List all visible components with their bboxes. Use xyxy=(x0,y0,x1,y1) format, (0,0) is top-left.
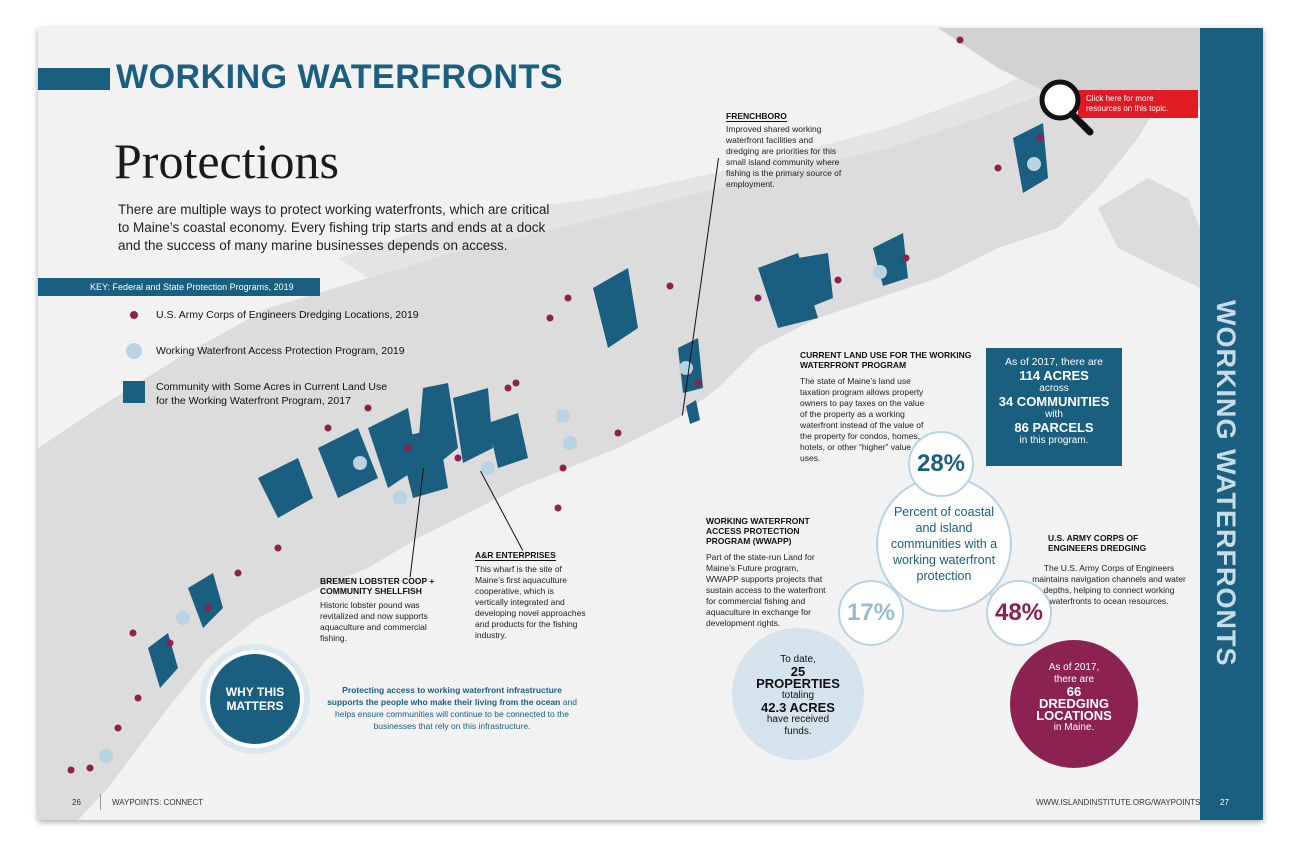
bremen-title: BREMEN LOBSTER COOP + COMMUNITY SHELLFISH xyxy=(320,576,435,596)
dredge-l4: DREDGING xyxy=(1038,696,1110,711)
intro-paragraph: There are multiple ways to protect working waterfronts, which are critical to Maine’s coastal economy. Every fishing trip starts and ends at a dock and the success of many marine businesses depends on access. xyxy=(118,202,550,253)
key-title: KEY: Federal and State Protection Programs, 2019 xyxy=(38,278,320,296)
dredging-stat-circle xyxy=(1010,640,1138,768)
section-label: WAYPOINTS: CONNECT xyxy=(112,798,204,807)
stat-parcels: 86 PARCELS xyxy=(1014,420,1094,435)
bremen-body: Historic lobster pound was revitalized and now supports aquaculture and commercial fishing. xyxy=(320,600,428,643)
dredge-l2: there are xyxy=(1053,674,1095,685)
page-number-right: 27 xyxy=(1220,798,1229,807)
wwapp-l1: To date, xyxy=(780,654,816,665)
why-bold-text: Protecting access to working waterfront infrastructure supports the people who make their living from the ocean xyxy=(327,685,562,707)
frenchboro-body: Improved shared working waterfront facilities and dredging are priorities for this small island community where fishing is the primary source of employment. xyxy=(726,124,842,189)
ar-title: A&R ENTERPRISES xyxy=(475,550,556,560)
stat-communities: 34 COMMUNITIES xyxy=(998,394,1110,409)
pct-17: 17% xyxy=(846,599,896,626)
magazine-spread xyxy=(38,28,1263,820)
why-badge-label: WHY THIS MATTERS xyxy=(225,685,285,713)
stat-line-3: across xyxy=(1039,383,1069,394)
dredge-l5: LOCATIONS xyxy=(1036,708,1112,723)
wwapp-properties: PROPERTIES xyxy=(756,676,840,691)
wwapp-body: Part of the state-run Land for Maine’s Future program, WWAPP supports projects that sustain access to the waterfront for commercial fishing and aquaculture in exchange for development rights. xyxy=(706,552,826,628)
pct-48: 48% xyxy=(994,599,1044,626)
wwapp-l7: funds. xyxy=(784,726,812,737)
dredge-count: 66 xyxy=(1066,684,1082,699)
stat-acres: 114 ACRES xyxy=(1019,368,1089,383)
page-number-left: 26 xyxy=(72,798,81,807)
section-heading: Protections xyxy=(114,133,339,189)
land-use-title: CURRENT LAND USE FOR THE WORKING WATERFRONT PROGRAM xyxy=(800,350,972,370)
wwapp-l6: have received xyxy=(766,714,830,725)
dredge-l1: As of 2017, xyxy=(1048,662,1100,673)
key-item-wwapp: Working Waterfront Access Protection Program, 2019 xyxy=(156,345,405,357)
magnifier-icon[interactable] xyxy=(1036,78,1096,138)
stat-line-5: with xyxy=(1045,409,1063,420)
stat-line-7: in this program. xyxy=(1019,435,1089,446)
pct-17-circle xyxy=(838,580,904,646)
frenchboro-title: FRENCHBORO xyxy=(726,111,787,121)
wwapp-stat-circle xyxy=(732,628,864,760)
usace-title: U.S. ARMY CORPS OF ENGINEERS DREDGING xyxy=(1048,533,1147,553)
wwapp-count: 25 xyxy=(790,664,806,679)
sidebar-vertical-title: WORKING WATERFRONTS xyxy=(1211,300,1241,667)
wwapp-l4: totaling xyxy=(781,690,815,701)
key-item-land-use: Community with Some Acres in Current Land Use for the Working Waterfront Program, 2017 xyxy=(156,381,388,407)
footer-url[interactable]: WWW.ISLANDINSTITUTE.ORG/WAYPOINTS xyxy=(1036,798,1201,807)
page-title: WORKING WATERFRONTS xyxy=(116,58,564,96)
resources-link-button[interactable]: Click here for more resources on this topic. xyxy=(1078,90,1198,118)
land-use-body: The state of Maine’s land use taxation program allows property owners to pay taxes on the value of the property as a working waterfront instead of the value of the property for condos, homes, hotels, or other “higher” value uses. xyxy=(800,376,925,463)
wwapp-acres: 42.3 ACRES xyxy=(761,700,835,715)
dredge-l6: in Maine. xyxy=(1053,722,1095,733)
pct-28: 28% xyxy=(916,450,966,477)
key-item-dredging: U.S. Army Corps of Engineers Dredging Locations, 2019 xyxy=(156,309,419,321)
usace-body: The U.S. Army Corps of Engineers maintains navigation channels and water depths, helping to connect working waterfronts to ocean resources. xyxy=(1032,563,1186,606)
center-label: Percent of coastal and island communities with a working waterfront protection xyxy=(890,505,998,583)
ar-body: This wharf is the site of Maine’s first aquaculture cooperative, which is vertically integrated and developing novel approaches and products for the fishing industry. xyxy=(475,564,586,640)
stat-line-1: As of 2017, there are xyxy=(1004,356,1104,368)
why-rest-text: and helps ensure communities will continue to be connected to the businesses that rely on this infrastructure. xyxy=(335,697,577,731)
pct-28-circle xyxy=(908,431,974,497)
wwapp-title: WORKING WATERFRONT ACCESS PROTECTION PROGRAM (WWAPP) xyxy=(706,516,810,546)
